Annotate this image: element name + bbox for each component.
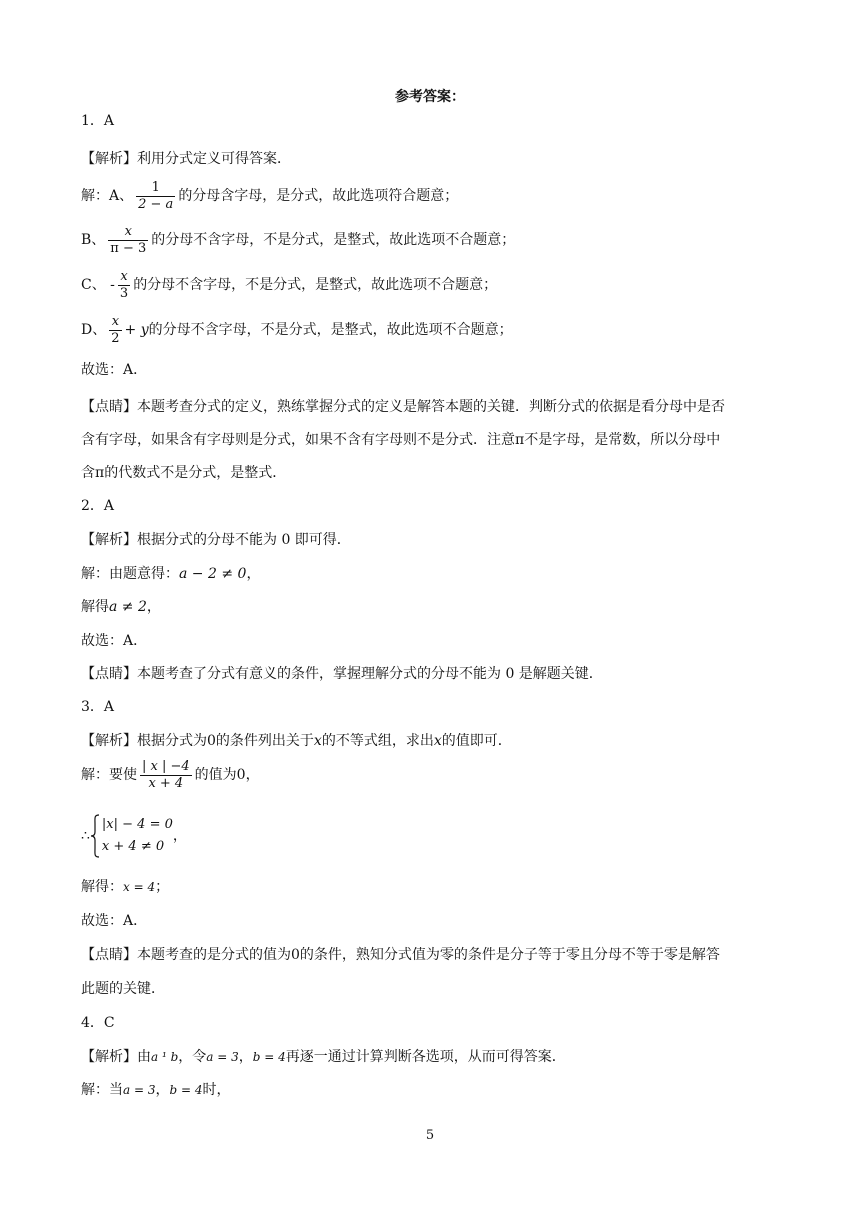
q3-comment-zero: 0 — [291, 947, 300, 963]
equation-system — [90, 814, 173, 858]
fraction — [109, 314, 121, 347]
q3-analysis-x2: x — [433, 733, 442, 749]
q3-system — [81, 812, 780, 860]
q4-analysis-d: 再逐一通过计算判断各选项，从而可得答案． — [285, 1049, 566, 1065]
q1-d-text: 的分母不含字母，不是分式，是整式，故此选项不合题意； — [148, 322, 513, 338]
q3-analysis-a: 【解析】根据分式为 — [81, 733, 207, 749]
q1-c-text: 的分母不含字母，不是分式，是整式，故此选项不合题意； — [133, 277, 498, 293]
q4-step1-b4: b = 4 — [169, 1083, 203, 1097]
q3-analysis-c: 的不等式组，求出 — [321, 733, 434, 749]
q2-step1-suffix: ， — [246, 566, 261, 582]
q4-analysis-b4: b = 4 — [252, 1050, 286, 1064]
fraction — [118, 269, 130, 302]
numerator: x — [111, 313, 120, 329]
q2-step2-math: a ≠ 2 — [109, 599, 147, 615]
q3-comment-line2: 此题的关键． — [81, 981, 165, 997]
q4-analysis-relation: a ¹ b — [151, 1050, 179, 1064]
q4-analysis-a: 【解析】由 — [81, 1049, 151, 1065]
q1-comment-line2: 含有字母，如果含有字母则是分式，如果不含有字母则不是分式．注意π不是字母，是常数，所以分母中 — [81, 432, 721, 448]
q4-step1 — [81, 1080, 780, 1100]
system-row-2: x + 4 ≠ 0 — [101, 839, 165, 854]
fraction — [108, 224, 148, 257]
q1-comment-line1: 【点睛】本题考查分式的定义，熟练掌握分式的定义是解答本题的关键．判断分式的依据是看分母中是否 — [81, 399, 725, 415]
q3-solve-math: x = 4 — [123, 880, 156, 894]
q1-option-c — [81, 267, 780, 303]
q2-choice: 故选：A． — [81, 633, 148, 649]
denominator: 2 − a — [138, 196, 174, 212]
left-brace-icon — [90, 814, 100, 858]
page-title: 参考答案： — [395, 89, 465, 105]
q4-step1-prefix: 解：当 — [81, 1082, 123, 1098]
q3-analysis — [81, 731, 780, 751]
q2-step2-suffix: ， — [146, 599, 161, 615]
q4-step1-suffix: 时， — [202, 1082, 231, 1098]
q1-b-prefix: B、 — [81, 232, 106, 248]
q3-choice: 故选：A． — [81, 913, 148, 929]
q4-analysis — [81, 1047, 780, 1067]
q3-analysis-b: 的条件列出关于 — [215, 733, 314, 749]
q1-d-plus: + y — [124, 322, 149, 338]
q3-analysis-zero: 0 — [207, 733, 216, 749]
numerator: | x | −4 — [142, 758, 190, 774]
q1-c-prefix: C、 - — [81, 277, 115, 293]
q1-option-d — [81, 312, 780, 348]
q2-step2-prefix: 解得 — [81, 599, 109, 615]
q4-step1-mid: ， — [155, 1082, 170, 1098]
q3-comment-a: 【点睛】本题考查的是分式的值为 — [81, 947, 291, 963]
q1-header: 1．A — [81, 113, 115, 129]
q1-comment-line3: 含π的代数式不是分式，是整式． — [81, 465, 287, 481]
page-number: 5 — [425, 1128, 435, 1143]
numerator: x — [124, 223, 132, 239]
numerator: 1 — [151, 179, 160, 195]
q3-step1 — [81, 757, 780, 793]
q2-step1-math: a − 2 ≠ 0 — [179, 566, 247, 582]
q4-header: 4．C — [81, 1015, 115, 1031]
q3-analysis-x1: x — [313, 733, 322, 749]
q3-header: 3．A — [81, 699, 115, 715]
q2-step2 — [81, 597, 780, 617]
q4-analysis-b: ，令 — [178, 1049, 207, 1065]
fraction — [136, 180, 175, 213]
q3-step1-suffix: ， — [245, 767, 260, 783]
q1-option-b — [81, 222, 780, 258]
q4-analysis-c: ， — [238, 1049, 253, 1065]
q2-analysis: 【解析】根据分式的分母不能为 0 即可得． — [81, 532, 351, 548]
q1-a-prefix: 解：A、 — [81, 188, 134, 204]
q3-solve-suffix: ； — [155, 879, 170, 895]
q3-step1-prefix: 解：要使 — [81, 767, 137, 783]
q2-comment: 【点睛】本题考查了分式有意义的条件，掌握理解分式的分母不能为 0 是解题关键． — [81, 666, 603, 682]
fraction — [140, 759, 192, 792]
q2-step1-prefix: 解：由题意得： — [81, 566, 179, 582]
q3-step1-zero: 0 — [236, 767, 246, 783]
q4-step1-a3: a = 3 — [123, 1083, 156, 1097]
numerator: x — [120, 268, 128, 284]
q3-comment-line1 — [81, 945, 780, 965]
denominator: 2 — [111, 330, 120, 346]
denominator: π − 3 — [110, 240, 147, 256]
q3-solve-prefix: 解得： — [81, 879, 123, 895]
q1-option-a — [81, 178, 780, 214]
q1-analysis: 【解析】利用分式定义可得答案． — [81, 151, 291, 167]
denominator: x + 4 — [140, 775, 192, 792]
q1-a-text: 的分母含字母，是分式，故此选项符合题意； — [178, 188, 459, 204]
q1-b-text: 的分母不含字母，不是分式，是整式，故此选项不合题意； — [151, 232, 516, 248]
q4-analysis-a3: a = 3 — [206, 1050, 239, 1064]
q3-step1-text: 的值为 — [194, 767, 237, 783]
denominator: 3 — [119, 285, 129, 301]
therefore-symbol: ∴ — [81, 828, 90, 844]
q3-comment-b: 的条件，熟知分式值为零的条件是分子等于零且分母不等于零是解答 — [299, 947, 720, 963]
q3-solve — [81, 877, 780, 897]
q3-system-suffix: ， — [172, 828, 187, 844]
system-row-1: |x| − 4 = 0 — [101, 817, 173, 832]
q1-d-prefix: D、 — [81, 322, 107, 338]
q2-step1 — [81, 564, 780, 584]
q1-choice: 故选：A． — [81, 362, 148, 378]
q2-header: 2．A — [81, 498, 115, 514]
q3-analysis-d: 的值即可． — [441, 733, 512, 749]
